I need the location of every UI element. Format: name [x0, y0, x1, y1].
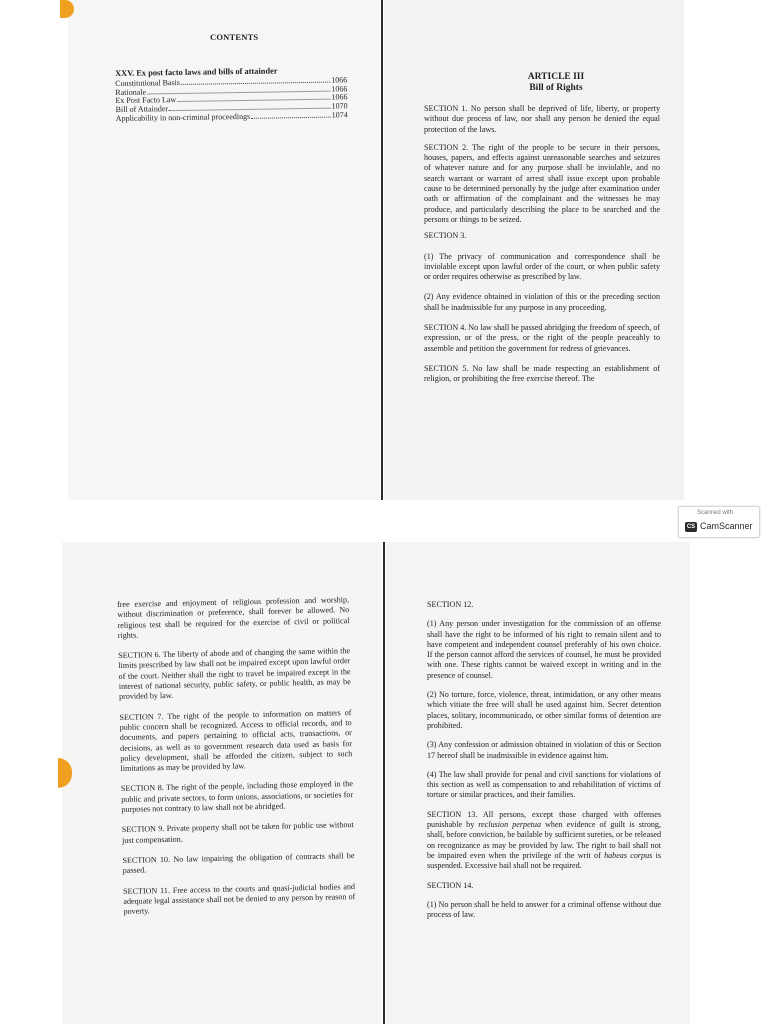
section-12-2: (2) No torture, force, violence, threat, intimidation, or any other means which vitiate the free will shall be used against him. Secret detention places, solitary, incommunicado, or other similar forms of detention are prohibited.: [427, 690, 661, 730]
toc-label: Applicability in non-criminal proceedings: [115, 111, 251, 123]
section-11: SECTION 11. Free access to the courts and quasi-judicial bodies and adequate legal assistance shall not be denied to any person by reason of poverty.: [123, 881, 356, 917]
section-13-text: when evidence of guilt is strong, shall, before conviction, be bailable by sufficient sureties, or be released on recognizance as may be provided by law. The right to bail shall not be impaired even when the privilege of the writ of: [427, 820, 661, 860]
article-text-column: [117, 595, 356, 923]
section-3-2: (2) Any evidence obtained in violation of this or the preceding section shall be inadmissible for any purpose in any proceeding.: [424, 292, 660, 312]
toc-page: 1070: [331, 101, 348, 111]
article-text-column: [424, 104, 660, 391]
section-13-italic-term: habeas corpus: [604, 850, 653, 860]
section-13-text: SECTION 13. All persons, except those charged with offenses punishable by: [427, 809, 661, 830]
toc-page: 1066: [331, 92, 348, 102]
section-13-text: is suspended. Excessive bail shall not be required.: [427, 850, 661, 871]
article-text-column: [427, 600, 661, 926]
article-title: ARTICLE III: [527, 72, 585, 82]
section-12-4: (4) The law shall provide for penal and civil sanctions for violations of this section as well as compensation to and rehabilitation of victims of torture or similar practices, and their families.: [427, 769, 661, 800]
article-heading: [510, 72, 602, 94]
toc-page: 1066: [331, 83, 348, 94]
book-spine-top: [381, 0, 383, 500]
toc-label: Constitutional Basis: [115, 77, 180, 88]
watermark-caption: Scanned with: [697, 510, 734, 516]
section-13: [427, 810, 661, 872]
section-5: SECTION 5. No law shall be made respecting an establishment of religion, or prohibiting the free exercise thereof. The: [424, 363, 660, 384]
toc-label: Bill of Attainder: [115, 104, 169, 115]
section-5-continued: free exercise and enjoyment of religious profession and worship, without discrimination or preference, shall forever be allowed. No religious test shall be required for the exercise of civil or political rights.: [117, 595, 350, 640]
camscanner-watermark: [678, 506, 760, 538]
section-6: SECTION 6. The liberty of abode and of changing the same within the limits prescribed by law shall not be impaired except upon lawful order of the court. Neither shall the right to travel be impaired except in the interest of national security, public safety, or public health, as may be provided by law.: [118, 646, 351, 702]
section-13-italic-term: reclusion perpetua: [478, 820, 541, 830]
toc-label: Rationale: [115, 87, 147, 97]
section-1: SECTION 1. No person shall be deprived of life, liberty, or property without due process of law, nor shall any person be denied the equal protection of the laws.: [424, 104, 660, 134]
section-12-3: (3) Any confession or admission obtained in violation of this or Section 17 hereof shall be inadmissible in evidence against him.: [427, 740, 661, 760]
section-2: SECTION 2. The right of the people to be secure in their persons, houses, papers, and effects against unreasonable searches and seizures of whatever nature and for any purpose shall be inviolable, and no search warrant or warrant of arrest shall issue except upon probable cause to be determined personally by the judge after examination under oath or affirmation of the complainant and the witnesses he may produce, and particularly describing the place to be searched and the persons or things to be seized.: [424, 142, 660, 224]
book-spine-bottom: [383, 542, 385, 1024]
section-9: SECTION 9. Private property shall not be taken for public use without just compensation.: [121, 820, 354, 845]
watermark-brand: CamScanner: [700, 521, 753, 531]
section-14-1: (1) No person shall be held to answer for a criminal offense without due process of law.: [427, 899, 661, 920]
toc-label: Ex Post Facto Law: [115, 95, 177, 106]
section-12-heading: SECTION 12.: [427, 600, 474, 609]
contents-title: CONTENTS: [210, 32, 259, 42]
section-10: SECTION 10. No law impairing the obligation of contracts shall be passed.: [122, 851, 355, 876]
toc-page: 1074: [331, 110, 348, 120]
section-4: SECTION 4. No law shall be passed abridging the freedom of speech, of expression, or of the press, or the right of the people peaceably to assemble and petition the government for redress of grievances.: [424, 323, 661, 353]
section-8: SECTION 8. The right of the people, including those employed in the public and private sectors, to form unions, associations, or societies for purposes not contrary to law shall not be abridged.: [120, 779, 354, 814]
section-12-1: (1) Any person under investigation for the commission of an offense shall have the right to be informed of his right to remain silent and to have competent and independent counsel preferably of his own choice. If the person cannot afford the services of counsel, he must be provided with one. These rights cannot be waived except in writing and in the presence of counsel.: [427, 619, 661, 680]
table-of-contents: [115, 66, 348, 123]
article-subtitle: Bill of Rights: [529, 83, 583, 93]
toc-page: 1066: [331, 75, 348, 85]
section-14-heading: SECTION 14.: [427, 880, 474, 890]
section-3-1: (1) The privacy of communication and correspondence shall be inviolable except upon lawful order of the court, or when public safety or order requires otherwise as prescribed by law.: [424, 251, 660, 282]
section-3-heading: SECTION 3.: [424, 231, 467, 241]
section-7: SECTION 7. The right of the people to information on matters of public concern shall be recognized. Access to official records, and to documents, and papers pertaining to official acts, transactions, or decisions, as well as to government research data used as basis for policy development, shall be afforded the citizen, subject to such limitations as may be provided by law.: [119, 707, 353, 774]
camscanner-logo-icon: CS: [686, 524, 696, 530]
toc-heading: XXV. Ex post facto laws and bills of attainder: [114, 66, 278, 78]
